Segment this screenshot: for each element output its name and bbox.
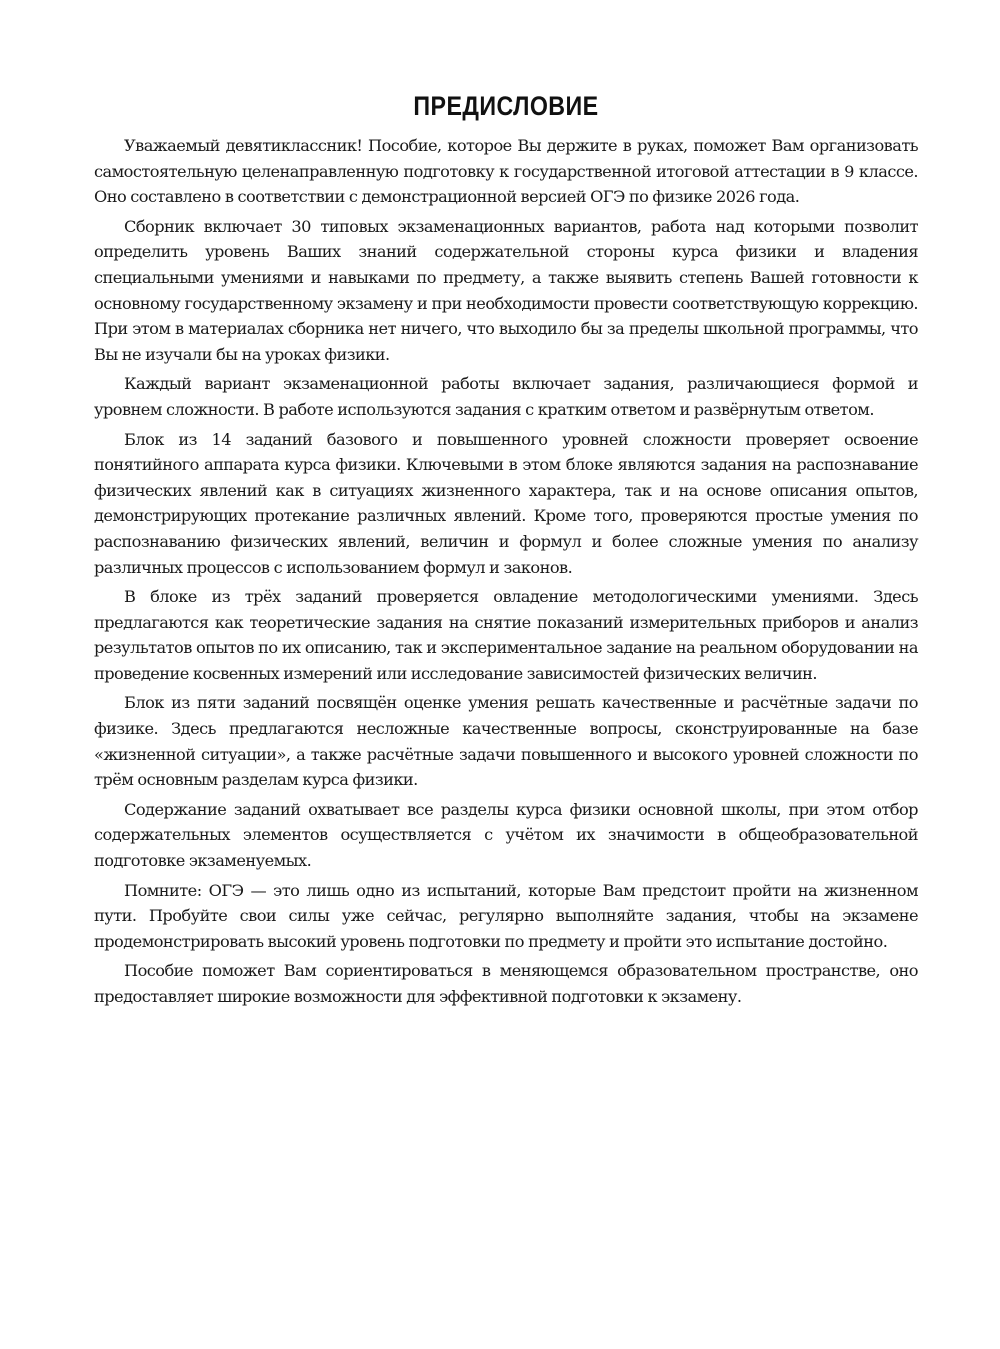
- paragraph-content-coverage: Содержание заданий охватывает все разделы курса физики основной школы, при этом отбор содержательных элементов осуществляется с учётом их значимости в общеобразовательной подготовке экзаменуемых.: [94, 799, 918, 871]
- paragraph-block-five-tasks: Блок из пяти заданий посвящён оценке умения решать качественные и расчётные задачи по физике. Здесь предлагаются несложные качественные вопросы, сконструированные на базе «жизненной ситуации», а также расчётные задачи повышенного и высокого уровней сложности по трём основным разделам курса физики.: [94, 693, 918, 790]
- paragraph-remember: Помните: ОГЭ — это лишь одно из испытаний, которые Вам предстоит пройти на жизненном пути. Пробуйте свои силы уже сейчас, регулярно выполняйте задания, чтобы на экзамене продемонстрировать высокий уровень подготовки по предмету и пройти это испытание достойно.: [94, 880, 918, 951]
- page-title: ПРЕДИСЛОВИЕ: [413, 91, 599, 121]
- paragraph-block-three-tasks: В блоке из трёх заданий проверяется овладение методологическими умениями. Здесь предлагаются как теоретические задания на снятие показаний измерительных приборов и анализ результатов опытов по их описанию, так и экспериментальное задание на реальном оборудовании на проведение косвенных измерений или исследование зависимостей физических величин.: [94, 587, 918, 683]
- paragraph-collection-overview: Сборник включает 30 типовых экзаменационных вариантов, работа над которыми позволит определить уровень Ваших знаний содержательной стороны курса физики и владения специальными умениями и навыками по предмету, а также выявить степень Вашей готовности к основному государственному экзамену и при необходимости провести соответствующую коррекцию. При этом в материалах сборника нет ничего, что выходило бы за пределы школьной программы, что Вы не изучали бы на уроках физики.: [94, 216, 918, 364]
- paragraph-conclusion: Пособие поможет Вам сориентироваться в меняющемся образовательном пространстве, оно предоставляет широкие возможности для эффективной подготовки к экзамену.: [94, 961, 918, 1006]
- paragraph-greeting: Уважаемый девятиклассник! Пособие, которое Вы держите в руках, поможет Вам организовать самостоятельную целенаправленную подготовку к государственной итоговой аттестации в 9 классе. Оно составлено в соответствии с демонстрационной версией ОГЭ по физике 2026 года.: [94, 136, 918, 207]
- document-page: [94, 88, 918, 1014]
- paragraph-task-types: Каждый вариант экзаменационной работы включает задания, различающиеся формой и уровнем сложности. В работе используются задания с кратким ответом и развёрнутым ответом.: [94, 374, 918, 419]
- preface-body: [94, 133, 918, 1010]
- paragraph-block-14-tasks: Блок из 14 заданий базового и повышенного уровней сложности проверяет освоение понятийного аппарата курса физики. Ключевыми в этом блоке являются задания на распознавание физических явлений как в ситуациях жизненного характера, так и на основе описания опытов, демонстрирующих протекание различных явлений. Кроме того, проверяются простые умения по распознаванию физических явлений, величин и формул и более сложные умения по анализу различных процессов с использованием формул и законов.: [94, 429, 918, 577]
